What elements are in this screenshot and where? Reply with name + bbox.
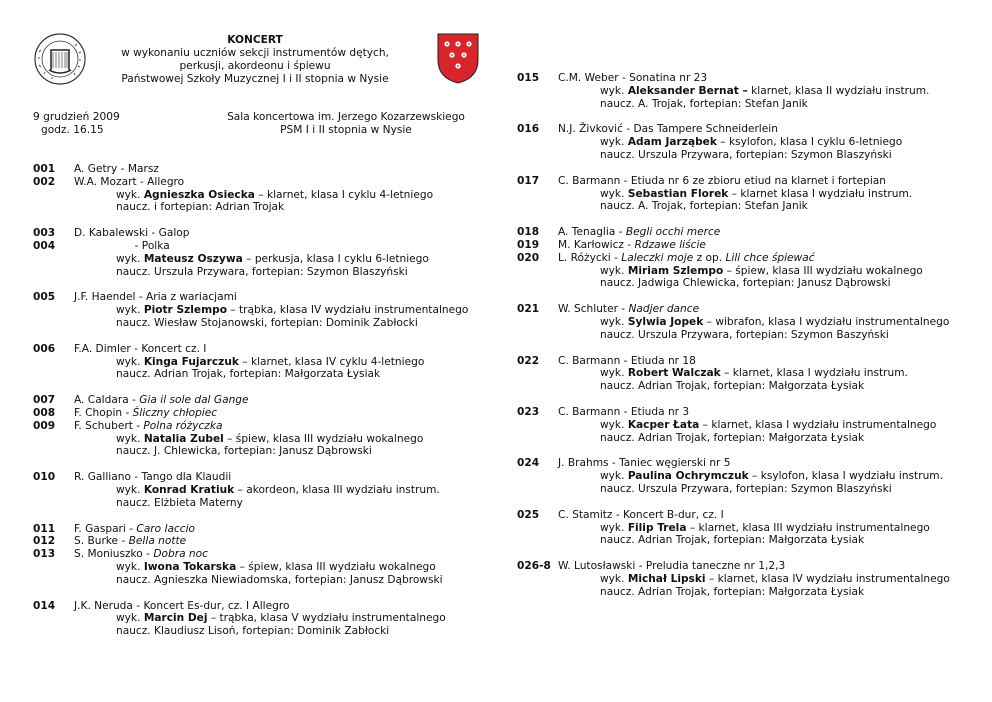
composer-work: D. Kabalewski - Galop <box>74 227 190 240</box>
work-line <box>33 343 493 356</box>
work-title <box>558 303 699 316</box>
item-number: 001 <box>33 163 56 175</box>
work-title <box>558 123 778 136</box>
performer-line <box>517 419 977 432</box>
work-title <box>558 175 886 188</box>
performer-line <box>33 484 493 497</box>
work-line <box>33 227 493 240</box>
performer <box>600 573 950 586</box>
performer <box>600 316 949 329</box>
teacher-info: naucz. A. Trojak, fortepian: Stefan Janik <box>600 200 808 213</box>
performer <box>116 304 468 317</box>
item-number: 005 <box>33 291 56 304</box>
work-title <box>74 163 159 176</box>
work-line <box>33 548 493 561</box>
performer-details: – klarnet klasa I wydziału instrum. <box>728 187 913 200</box>
performer <box>600 522 930 535</box>
performer <box>600 419 936 432</box>
work-line <box>33 291 493 304</box>
work-line <box>517 252 977 265</box>
performer <box>600 136 902 149</box>
work-title <box>74 420 223 433</box>
work-line <box>517 123 977 136</box>
concert-title: KONCERT <box>227 34 283 46</box>
composer-work: A. Caldara - <box>74 394 140 407</box>
school-logo-icon <box>33 32 87 86</box>
teacher-line <box>517 534 977 547</box>
teacher-line <box>33 266 493 279</box>
composer-work: F. Schubert - <box>74 419 144 432</box>
program-item <box>517 226 977 290</box>
composer-work: F.A. Dimler - Koncert cz. I <box>74 342 207 355</box>
teacher-info: naucz. J. Chlewicka, fortepian: Janusz Dąbrowski <box>116 445 372 458</box>
item-number: 009 <box>33 419 56 432</box>
concert-date: 9 grudzień 2009 <box>33 111 120 123</box>
work-title-italic: Caro laccio <box>136 522 196 535</box>
teacher-info: naucz. Urszula Przywara, fortepian: Szymon Blaszyński <box>600 482 892 495</box>
performer-prefix: wyk. <box>116 612 144 625</box>
performer-line <box>33 253 493 266</box>
item-number: 008 <box>33 406 56 419</box>
program-item <box>517 355 977 393</box>
performer <box>116 189 433 202</box>
teacher-line <box>517 98 977 111</box>
composer-work: A. Tenaglia - <box>558 226 626 239</box>
performer-name: Paulina Ochrymczuk <box>627 470 749 483</box>
performer-details: – klarnet, klasa III wydziału instrumentalnego <box>686 521 930 534</box>
work-line <box>517 560 977 573</box>
performer-line <box>33 433 493 446</box>
work-line <box>33 535 493 548</box>
work-title-italic: Laleczki moje <box>621 251 694 264</box>
item-number: 016 <box>517 123 540 136</box>
item-number: 019 <box>517 238 540 251</box>
performer-prefix: wyk. <box>116 560 144 573</box>
performer <box>600 85 929 98</box>
composer-work: F. Chopin - <box>74 406 133 419</box>
composer-work: S. Moniuszko - <box>74 548 154 561</box>
composer-work: C. Barmann - Etiuda nr 18 <box>558 354 696 367</box>
work-title-italic: Begli occhi merce <box>625 226 721 239</box>
performer-line <box>517 573 977 586</box>
composer-work: J.F. Haendel - Aria z wariacjami <box>74 291 237 304</box>
teacher-line <box>517 200 977 213</box>
performer-name: Kacper Łata <box>627 418 700 431</box>
item-number: 006 <box>33 342 56 355</box>
performer-prefix: wyk. <box>116 483 144 496</box>
teacher-info: naucz. Urszula Przywara, fortepian: Szymon Blaszyński <box>116 265 408 278</box>
item-number: 023 <box>517 405 540 418</box>
header-line: perkusji, akordeonu i śpiewu <box>179 60 331 72</box>
work-title-italic: Lili chce śpiewać <box>725 251 815 264</box>
composer-work: A. Getry - Marsz <box>74 163 159 175</box>
venue-line: PSM I i II stopnia w Nysie <box>280 124 412 136</box>
venue-line: Sala koncertowa im. Jerzego Kozarzewskiego <box>227 111 465 123</box>
teacher-line <box>517 380 977 393</box>
program-item <box>517 175 977 213</box>
composer-work: - Polka <box>74 239 170 252</box>
performer-line <box>517 85 977 98</box>
performer <box>116 612 446 625</box>
item-number: 011 <box>33 522 56 535</box>
work-title <box>74 523 195 536</box>
program-item <box>33 471 493 509</box>
venue-block <box>215 111 477 137</box>
performer-prefix: wyk. <box>116 304 144 317</box>
work-line <box>33 394 493 407</box>
work-title <box>74 407 217 420</box>
work-title-italic: Bella notte <box>128 535 187 548</box>
work-title-italic: Dobra noc <box>153 548 208 561</box>
performer <box>116 253 429 266</box>
item-number: 021 <box>517 303 540 316</box>
performer-name: Sylwia Jopek <box>627 315 704 328</box>
composer-work: W.A. Mozart - Allegro <box>74 175 185 188</box>
performer-prefix: wyk. <box>116 252 144 265</box>
item-number: 024 <box>517 457 540 470</box>
composer-work: W. Schluter - <box>558 303 629 316</box>
work-title-italic: Śliczny chłopiec <box>132 406 218 419</box>
teacher-line <box>33 368 493 381</box>
performer-name: Michał Lipski <box>627 572 706 585</box>
item-number: 004 <box>33 239 56 252</box>
teacher-info: naucz. Adrian Trojak, fortepian: Małgorzata Łysiak <box>600 585 865 598</box>
composer-work: W. Lutosławski - Preludia taneczne nr 1,2,3 <box>558 560 786 573</box>
work-line <box>517 509 977 522</box>
performer-line <box>517 136 977 149</box>
performer-details: – klarnet, klasa I cyklu 4-letniego <box>254 188 434 201</box>
work-title <box>74 240 170 253</box>
performer-line <box>517 470 977 483</box>
performer-details: – klarnet, klasa IV cyklu 4-letniego <box>238 355 425 368</box>
item-number: 002 <box>33 175 56 188</box>
work-line <box>517 355 977 368</box>
work-title-italic: Nadjer dance <box>628 303 700 316</box>
performer-details: – wibrafon, klasa I wydziału instrumentalnego <box>703 315 950 328</box>
program-item <box>517 406 977 444</box>
performer-details: – ksylofon, klasa I cyklu 6-letniego <box>716 136 903 149</box>
composer-work: C. Barmann - Etiuda nr 6 ze zbioru etiud na klarnet i fortepian <box>558 174 886 187</box>
teacher-info: naucz. Wiesław Stojanowski, fortepian: Dominik Zabłocki <box>116 316 418 329</box>
composer-work: C.M. Weber - Sonatina nr 23 <box>558 72 708 84</box>
performer-name: Mateusz Oszywa <box>143 252 243 265</box>
work-title <box>74 548 208 561</box>
program-column-right <box>517 72 977 612</box>
item-number: 012 <box>33 535 56 548</box>
teacher-info: naucz. Jadwiga Chlewicka, fortepian: Janusz Dąbrowski <box>600 277 891 290</box>
performer <box>116 433 423 446</box>
teacher-line <box>517 432 977 445</box>
performer-name: Marcin Dej <box>143 612 208 625</box>
work-line <box>517 457 977 470</box>
work-line <box>33 420 493 433</box>
item-number: 015 <box>517 72 540 84</box>
composer-work: F. Gaspari - <box>74 522 137 535</box>
work-title <box>558 457 731 470</box>
teacher-line <box>517 329 977 342</box>
performer-prefix: wyk. <box>600 470 628 483</box>
work-title <box>558 560 785 573</box>
performer-details: – śpiew, klasa III wydziału wokalnego <box>236 560 436 573</box>
performer-line <box>517 522 977 535</box>
performer-name: Natalia Zubel <box>143 432 224 445</box>
performer-prefix: wyk. <box>600 84 628 97</box>
performer <box>116 561 436 574</box>
composer-work: J. Brahms - Taniec węgierski nr 5 <box>558 457 731 470</box>
header-line: Państwowej Szkoły Muzycznej I i II stopnia w Nysie <box>121 73 389 85</box>
teacher-line <box>517 149 977 162</box>
composer-work: N.J. Živković - Das Tampere Schneiderlein <box>558 123 778 136</box>
performer-prefix: wyk. <box>600 367 628 380</box>
item-number: 018 <box>517 226 540 239</box>
performer-details: – perkusja, klasa I cyklu 6-letniego <box>242 252 429 265</box>
performer-name: Filip Trela <box>627 521 687 534</box>
teacher-line <box>517 277 977 290</box>
performer-prefix: wyk. <box>600 521 628 534</box>
work-line <box>33 240 493 253</box>
work-line <box>517 303 977 316</box>
work-line <box>33 407 493 420</box>
work-line <box>33 471 493 484</box>
work-title <box>74 600 289 613</box>
performer-details: – śpiew, klasa III wydziału wokalnego <box>723 264 923 277</box>
work-line <box>33 600 493 613</box>
work-line <box>33 163 493 176</box>
performer <box>116 484 440 497</box>
performer <box>600 188 912 201</box>
header-line: w wykonaniu uczniów sekcji instrumentów dętych, <box>121 47 389 59</box>
performer-prefix: wyk. <box>600 315 628 328</box>
performer-details: – śpiew, klasa III wydziału wokalnego <box>223 432 424 445</box>
performer-line <box>517 367 977 380</box>
performer-details: klarnet, klasa II wydziału instrum. <box>747 84 930 97</box>
item-number: 020 <box>517 251 540 264</box>
teacher-line <box>517 586 977 599</box>
work-title <box>558 239 706 252</box>
program-item <box>517 509 977 547</box>
concert-time: godz. 16.15 <box>41 124 104 136</box>
work-title <box>74 535 186 548</box>
work-title <box>74 227 190 240</box>
program-item <box>33 227 493 278</box>
performer-name: Kinga Fujarczuk <box>143 355 239 368</box>
performer-prefix: wyk. <box>600 572 628 585</box>
teacher-info: naucz. Urszula Przywara, fortepian: Szymon Blaszyński <box>600 148 892 161</box>
work-title <box>558 509 724 522</box>
program-item <box>517 123 977 161</box>
performer-name: Agnieszka Osiecka <box>143 188 255 201</box>
performer-line <box>33 189 493 202</box>
performer-name: Adam Jarząbek <box>627 136 717 149</box>
performer-name: Miriam Szlempo <box>627 264 724 277</box>
program-item <box>517 303 977 341</box>
teacher-line <box>33 574 493 587</box>
performer-name: Konrad Kratiuk <box>143 483 235 496</box>
work-title <box>558 355 696 368</box>
program-item <box>33 291 493 329</box>
item-number: 026-8 <box>517 560 551 573</box>
teacher-line <box>33 317 493 330</box>
item-number: 003 <box>33 227 56 240</box>
work-line <box>517 72 977 85</box>
program-item <box>517 72 977 110</box>
work-title <box>558 406 689 419</box>
item-number: 007 <box>33 394 56 407</box>
performer-prefix: wyk. <box>116 355 144 368</box>
performer-line <box>33 612 493 625</box>
work-line <box>33 523 493 536</box>
performer-details: – trąbka, klasa V wydziału instrumentalnego <box>207 612 446 625</box>
performer-prefix: wyk. <box>600 418 628 431</box>
teacher-info: naucz. A. Trojak, fortepian: Stefan Janik <box>600 97 808 110</box>
date-time-block <box>33 111 120 137</box>
performer-details: – ksylofon, klasa I wydziału instrum. <box>748 470 943 483</box>
item-number: 022 <box>517 354 540 367</box>
performer-details: – akordeon, klasa III wydziału instrum. <box>234 483 440 496</box>
performer-name: Aleksander Bernat – <box>627 84 748 97</box>
work-title-italic: Rdzawe liście <box>634 238 706 251</box>
work-title <box>74 394 249 407</box>
performer-name: Robert Walczak <box>627 367 721 380</box>
teacher-line <box>517 483 977 496</box>
composer-work: L. Różycki - <box>558 251 622 264</box>
program-item <box>33 163 493 214</box>
teacher-info: naucz. Adrian Trojak, fortepian: Małgorzata Łysiak <box>600 534 865 547</box>
composer-work: M. Karłowicz - <box>558 238 635 251</box>
program-column-left <box>33 163 493 651</box>
performer <box>600 470 943 483</box>
performer-prefix: wyk. <box>600 187 628 200</box>
composer-work: C. Barmann - Etiuda nr 3 <box>558 405 690 418</box>
performer-line <box>33 356 493 369</box>
teacher-info: naucz. Adrian Trojak, fortepian: Małgorzata Łysiak <box>600 431 865 444</box>
work-title <box>558 252 815 265</box>
item-number: 017 <box>517 174 540 187</box>
nysa-coat-of-arms-icon <box>436 32 480 84</box>
work-title <box>74 471 231 484</box>
work-line <box>517 226 977 239</box>
work-line <box>517 175 977 188</box>
performer-details: – trąbka, klasa IV wydziału instrumentalnego <box>226 304 469 317</box>
teacher-info: naucz. Adrian Trojak, fortepian: Małgorzata Łysiak <box>600 380 865 393</box>
teacher-line <box>33 201 493 214</box>
work-title <box>558 226 720 239</box>
work-title-suffix: z op. <box>693 251 726 264</box>
composer-work: S. Burke - <box>74 535 129 548</box>
performer-line <box>517 188 977 201</box>
work-title-italic: Gia il sole dal Gange <box>139 394 249 407</box>
performer-details: – klarnet, klasa IV wydziału instrumentalnego <box>705 572 950 585</box>
program-item <box>517 457 977 495</box>
composer-work: R. Galliano - Tango dla Klaudii <box>74 471 232 484</box>
work-line <box>33 176 493 189</box>
teacher-info: naucz. Elżbieta Materny <box>116 496 243 509</box>
work-title <box>74 343 206 356</box>
teacher-info: naucz. Urszula Przywara, fortepian: Szymon Baszyński <box>600 328 889 341</box>
work-title <box>74 176 184 189</box>
performer-prefix: wyk. <box>116 432 144 445</box>
item-number: 013 <box>33 548 56 561</box>
work-line <box>517 239 977 252</box>
composer-work: C. Stamitz - Koncert B-dur, cz. I <box>558 508 724 521</box>
item-number: 014 <box>33 599 56 612</box>
item-number: 025 <box>517 508 540 521</box>
work-title <box>558 72 707 85</box>
teacher-info: naucz. Agnieszka Niewiadomska, fortepian: Janusz Dąbrowski <box>116 573 443 586</box>
performer-line <box>33 561 493 574</box>
performer-line <box>33 304 493 317</box>
program-item <box>517 560 977 598</box>
performer-line <box>517 316 977 329</box>
teacher-line <box>33 497 493 510</box>
performer-prefix: wyk. <box>600 264 628 277</box>
performer-prefix: wyk. <box>116 188 144 201</box>
work-title-italic: Polna różyczka <box>143 419 223 432</box>
performer <box>116 356 424 369</box>
teacher-info: naucz. Adrian Trojak, fortepian: Małgorzata Łysiak <box>116 368 381 381</box>
performer <box>600 367 908 380</box>
work-line <box>517 406 977 419</box>
performer-details: – klarnet, klasa I wydziału instrum. <box>720 367 908 380</box>
composer-work: J.K. Neruda - Koncert Es-dur, cz. I Allegro <box>74 599 290 612</box>
program-item <box>33 600 493 638</box>
teacher-line <box>33 445 493 458</box>
item-number: 010 <box>33 471 56 484</box>
performer-name: Piotr Szlempo <box>143 304 227 317</box>
performer-prefix: wyk. <box>600 136 628 149</box>
teacher-info: naucz. i fortepian: Adrian Trojak <box>116 201 285 214</box>
program-item <box>33 394 493 458</box>
performer-name: Sebastian Florek <box>627 187 729 200</box>
performer <box>600 265 923 278</box>
performer-line <box>517 265 977 278</box>
performer-name: Iwona Tokarska <box>143 560 237 573</box>
teacher-info: naucz. Klaudiusz Lisoń, fortepian: Dominik Zabłocki <box>116 625 390 638</box>
concert-header <box>100 34 410 86</box>
teacher-line <box>33 625 493 638</box>
performer-details: – klarnet, klasa I wydziału instrumentalnego <box>699 418 937 431</box>
work-title <box>74 291 237 304</box>
program-item <box>33 523 493 587</box>
program-item <box>33 343 493 381</box>
